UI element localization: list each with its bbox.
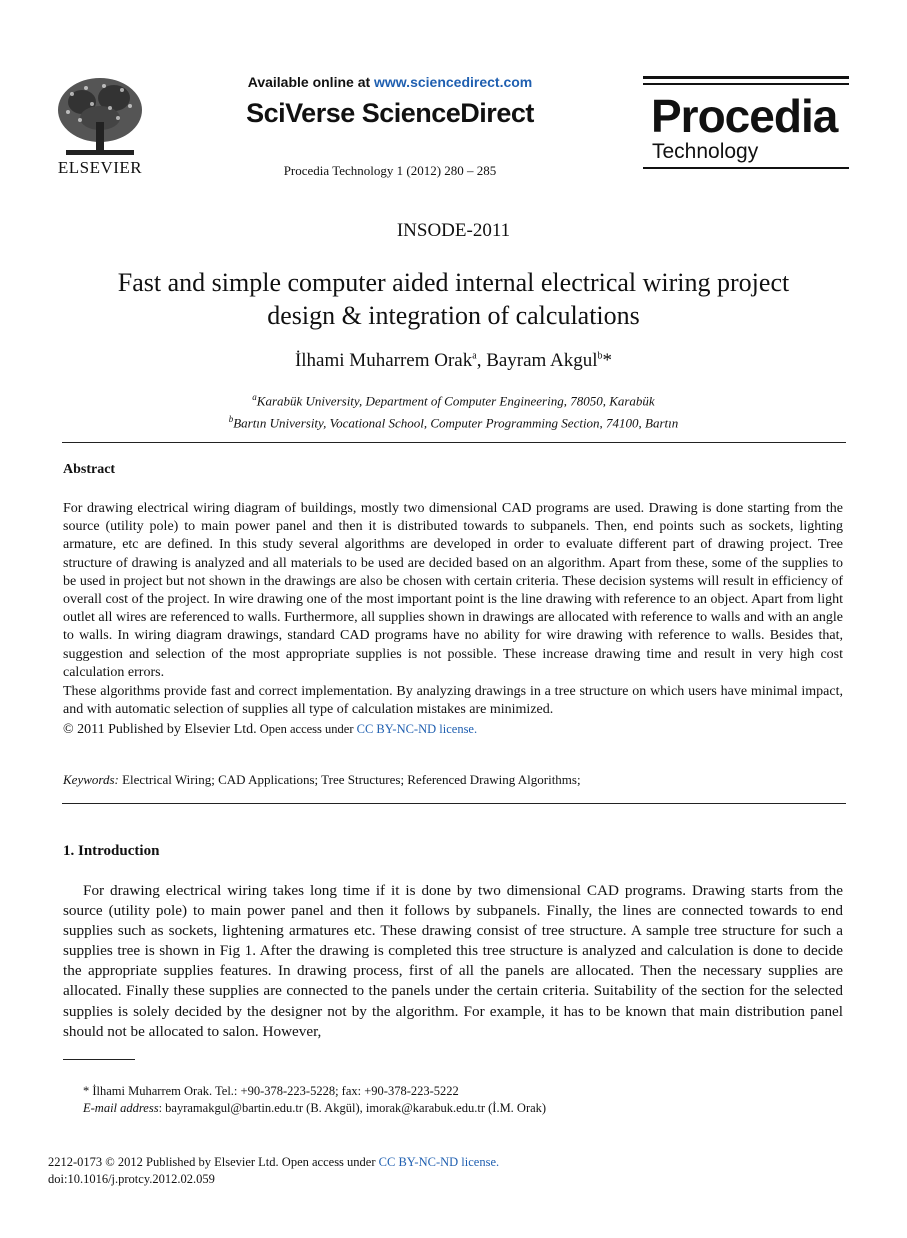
- intro-paragraph: For drawing electrical wiring takes long time if it is done by two dimensional CAD programs. Drawing starts from the source (utility pole) to main power panel and then it follows by subpanels. Finally, the lines are connected towards to end supplies such as sockets, lightening armatures etc. These drawing consist of tree structure. A sample tree structure for such a supplies tree is shown in Fig 1. After the drawing is completed this tree structure is analyzed and calculation is done to decide the appropriate supplies features. In drawing process, first of all the panels are allocated. Then the necessary supplies are allocated. Finally these supplies are connected to the panels under the certain criteria. Suitability of the section for the selected supplies is solely decided by the designer not by the algorithm. For example, it has to be known that main distribution panel should not be allocated to salon. However,: [63, 882, 843, 1040]
- footnote: [83, 1083, 546, 1117]
- email-text: : bayramakgul@bartin.edu.tr (B. Akgül), imorak@karabuk.edu.tr (İ.M. Orak): [158, 1101, 547, 1115]
- footer-license-link[interactable]: CC BY-NC-ND license.: [378, 1155, 500, 1169]
- procedia-top-rule-2: [643, 83, 849, 85]
- keywords: [63, 772, 581, 788]
- author-orak-affil: a: [472, 350, 477, 362]
- footer-open-access: Open access under: [278, 1155, 379, 1169]
- rule-below-keywords: [62, 803, 846, 804]
- affiliation-b: [0, 410, 907, 432]
- footnote-contact: * İlhami Muharrem Orak. Tel.: +90-378-223-5228; fax: +90-378-223-5222: [83, 1084, 459, 1098]
- paper-title-line-2: design & integration of calculations: [267, 301, 640, 330]
- procedia-title: Procedia: [651, 90, 838, 142]
- footer-issn-line: [48, 1154, 499, 1171]
- license-link[interactable]: CC BY-NC-ND license.: [356, 722, 478, 736]
- abstract-paragraph-1: For drawing electrical wiring diagram of buildings, mostly two dimensional CAD programs are used. Drawing is done starting from the source (utility pole) to main power panel and then it is distributed towards to subpanels. Then, end points such as sockets, lighting armature, etc are defined. In this study several algorithms are developed in order to evaluate different part of drawing project. Tree structure of drawing is analyzed and all materials to be used are decided based on an algorithm. Apart from these, some of the supplies to be used in project but not shown in the drawings are also be chosen with certain criteria. These decision systems will result in efficiency of overall cost of the project. In wire drawing one of the most important point is the line drawing with reference to an object. Apart from light outlet all wires are referenced to walls. Furthermore, all supplies shown in drawings are allocated with reference to walls and with an angle to walls. In wiring diagram drawings, standard CAD programs have no ability for wire drawing with reference to walls. Besides that, suggestion and selection of the most appropriate supplies is not possible. These increase drawing time and result in very high cost calculation errors.: [63, 501, 843, 680]
- available-prefix: Available online at: [247, 74, 375, 90]
- rule-above-abstract: [62, 442, 846, 443]
- abstract-heading: Abstract: [63, 462, 116, 477]
- author-akgul-affil: b: [597, 350, 603, 362]
- elsevier-wordmark: ELSEVIER: [57, 158, 143, 177]
- footnote-email: [83, 1100, 546, 1117]
- author-orak: İlhami Muharrem Orak: [294, 350, 473, 371]
- sciencedirect-link[interactable]: www.sciencedirect.com: [374, 74, 533, 90]
- footer-doi: doi:10.1016/j.protcy.2012.02.059: [48, 1172, 215, 1186]
- author-list: [0, 350, 907, 372]
- copyright-text: © 2011 Published by Elsevier Ltd.: [63, 722, 257, 737]
- affiliation-a: [0, 388, 907, 410]
- journal-reference: Procedia Technology 1 (2012) 280 – 285: [283, 163, 497, 178]
- elsevier-logo: [52, 74, 148, 178]
- footer: [48, 1154, 499, 1188]
- author-akgul: Bayram Akgul: [486, 350, 598, 371]
- sciverse-wordmark: SciVerse ScienceDirect: [246, 98, 534, 128]
- affiliation-b-text: Bartın University, Vocational School, Computer Programming Section, 74100, Bartın: [233, 415, 679, 431]
- available-online: [200, 74, 580, 90]
- conference-name: INSODE-2011: [396, 220, 511, 241]
- paper-title-line-1: Fast and simple computer aided internal electrical wiring project: [117, 268, 790, 297]
- procedia-logo: [643, 76, 849, 172]
- procedia-subtitle: Technology: [652, 140, 759, 163]
- affiliation-a-mark: a: [252, 392, 257, 402]
- affiliation-b-mark: b: [228, 414, 234, 425]
- open-access-text: Open access under: [256, 722, 357, 736]
- keywords-label: Keywords:: [63, 772, 119, 787]
- abstract-paragraph-2: These algorithms provide fast and correct implementation. By analyzing drawings in a tree structure on which users have minimal impact, and with automatic selection of supplies all type of calculation mistakes are minimized.: [63, 684, 843, 718]
- footnote-separator: [63, 1059, 135, 1060]
- paper-title: [40, 266, 867, 332]
- corresponding-star: *: [602, 350, 613, 371]
- footer-issn: 2212-0173 © 2012 Published by Elsevier Ltd.: [48, 1155, 279, 1169]
- intro-heading: 1. Introduction: [63, 843, 160, 859]
- procedia-bottom-rule: [643, 167, 849, 169]
- procedia-top-rule-1: [643, 76, 849, 79]
- abstract-copyright: [63, 720, 843, 739]
- affiliations: [0, 388, 907, 433]
- elsevier-tree-icon: [52, 74, 148, 158]
- keywords-text: Electrical Wiring; CAD Applications; Tree Structures; Referenced Drawing Algorithms;: [118, 772, 581, 787]
- email-label: E-mail address: [83, 1101, 159, 1115]
- affiliation-a-text: Karabük University, Department of Computer Engineering, 78050, Karabük: [256, 393, 655, 409]
- author-separator: ,: [476, 350, 487, 371]
